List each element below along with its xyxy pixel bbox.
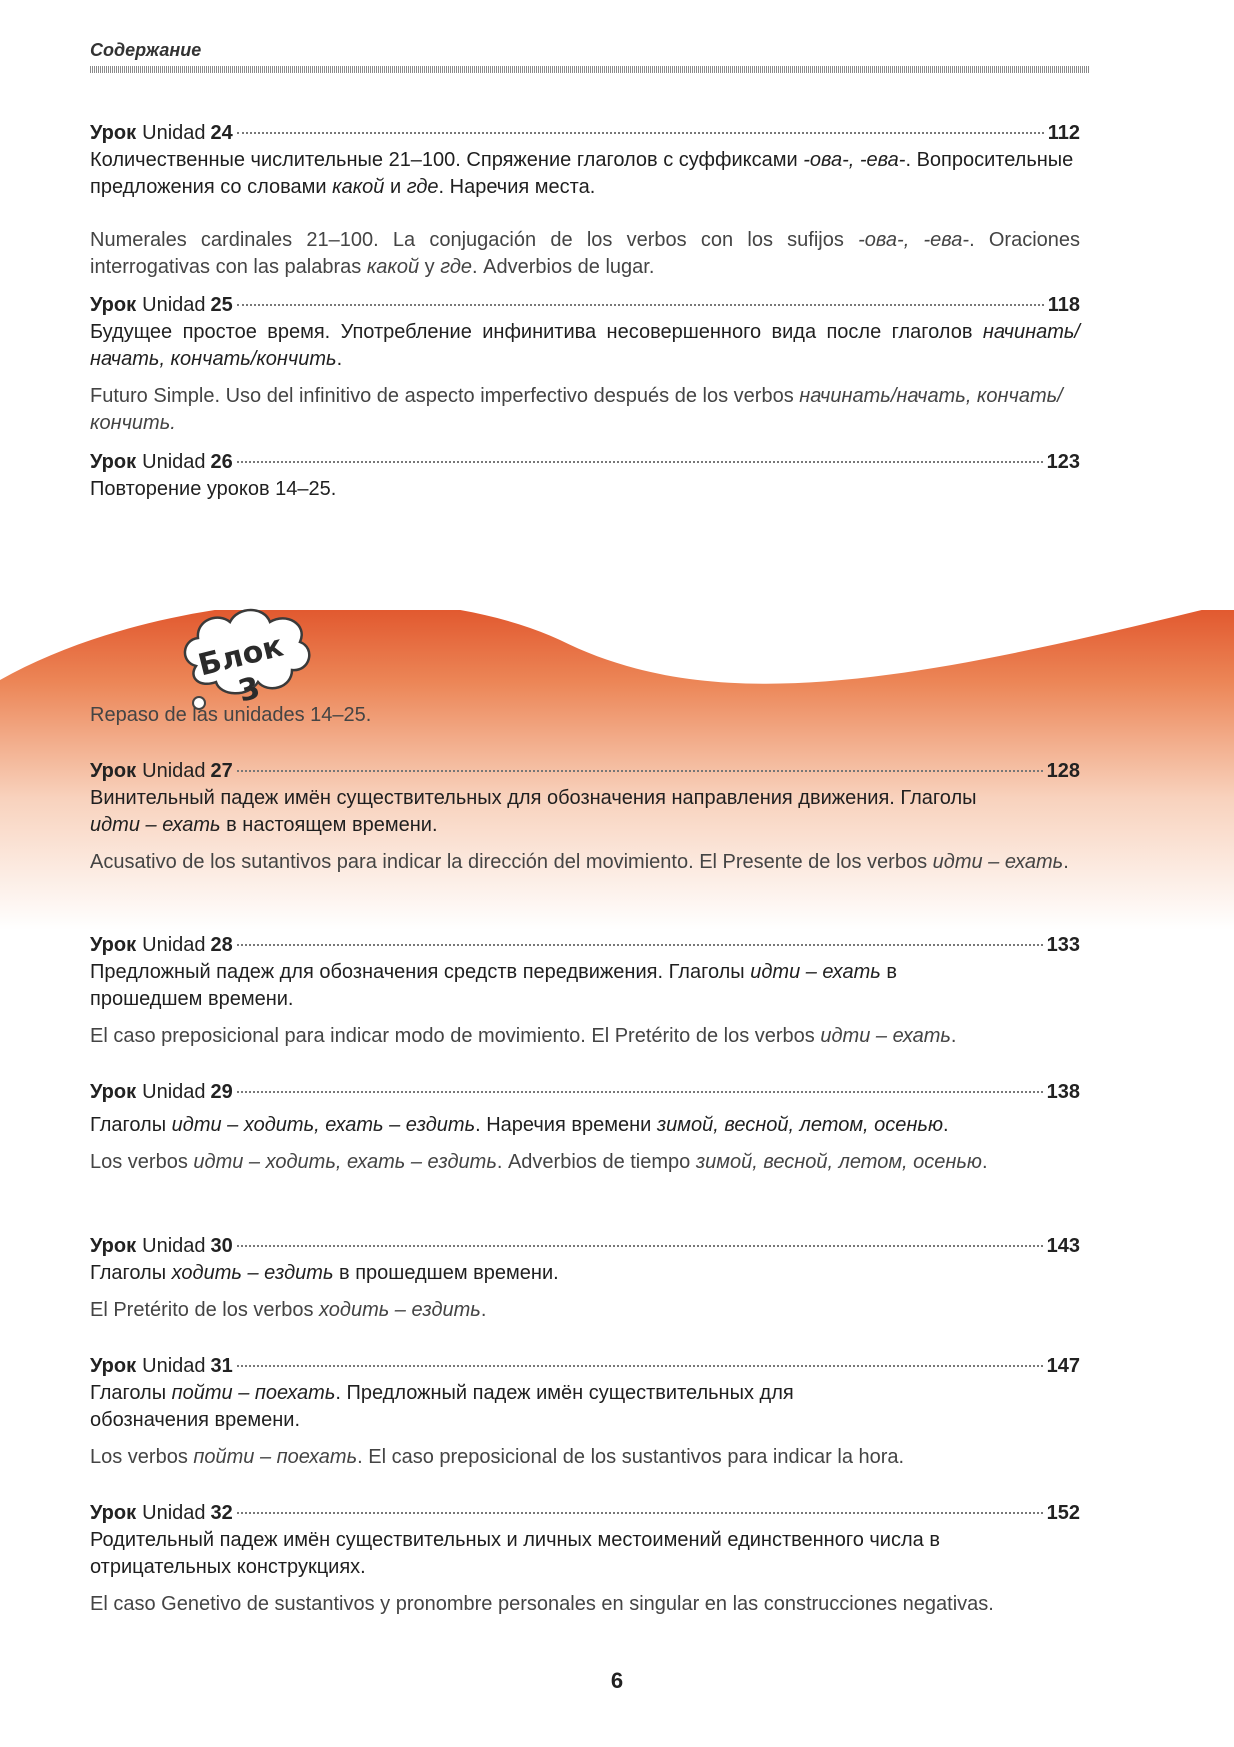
- lesson-entry-29: [90, 1079, 1080, 1176]
- lesson-urok-label: Урок: [90, 1235, 137, 1257]
- lesson-description-es: Los verbos пойти – поехать. El caso preposicional de los sustantivos para indicar la hora.: [90, 1446, 905, 1468]
- dot-leader: [237, 770, 1043, 772]
- lesson-description-ru: Глаголы пойти – поехать. Предложный падеж имён существительных для обозначения времени.: [90, 1382, 794, 1431]
- lesson-description-es: Futuro Simple. Uso del infinitivo de aspecto imperfectivo después de los verbos начинать/начать, кончать/кончить.: [90, 385, 1063, 434]
- lesson-page: 152: [1046, 1502, 1080, 1524]
- lesson-number: 30: [210, 1235, 233, 1257]
- lesson-unidad-label: Unidad: [142, 1235, 206, 1257]
- lesson-number: 31: [210, 1355, 233, 1377]
- dot-leader: [237, 1512, 1043, 1514]
- lesson-urok-label: Урок: [90, 1081, 137, 1103]
- lesson-page: 147: [1046, 1355, 1080, 1377]
- dot-leader: [237, 1245, 1043, 1247]
- dot-leader: [237, 944, 1043, 946]
- lesson-title-line[interactable]: [90, 932, 1080, 959]
- lesson-title-line[interactable]: [90, 1353, 1080, 1380]
- lesson-entry-31: [90, 1353, 1080, 1471]
- lesson-number: 24: [210, 122, 233, 144]
- lesson-number: 28: [210, 934, 233, 956]
- lesson-description-ru: Винительный падеж имён существительных для обозначения направления движения. Глаголы идти – ехать в настоящем времени.: [90, 787, 977, 836]
- lesson-urok-label: Урок: [90, 1502, 137, 1524]
- lesson-title-line[interactable]: [90, 758, 1080, 785]
- lesson-description-ru: Предложный падеж для обозначения средств передвижения. Глаголы идти – ехать в прошедшем времени.: [90, 961, 897, 1010]
- lesson-title-line[interactable]: [90, 1233, 1080, 1260]
- lesson-urok-label: Урок: [90, 934, 137, 956]
- dot-leader: [237, 132, 1044, 134]
- lesson-title-line[interactable]: [90, 292, 1080, 319]
- lesson-description-es: Acusativo de los sutantivos para indicar la dirección del movimiento. El Presente de los verbos идти – ехать.: [90, 851, 1069, 873]
- lesson-entry-25: [90, 292, 1080, 437]
- lesson-unidad-label: Unidad: [142, 294, 206, 316]
- lesson-urok-label: Урок: [90, 122, 137, 144]
- header-divider: [90, 66, 1090, 73]
- lesson-unidad-label: Unidad: [142, 1355, 206, 1377]
- lesson-entry-32: [90, 1500, 1080, 1618]
- lesson-unidad-label: Unidad: [142, 122, 206, 144]
- lesson-page: 112: [1047, 122, 1080, 144]
- lesson-page: 133: [1046, 934, 1080, 956]
- lesson-number: 29: [210, 1081, 233, 1103]
- lesson-description-es: El caso preposicional para indicar modo de movimiento. El Pretérito de los verbos идти – ехать.: [90, 1025, 957, 1047]
- lesson-urok-label: Урок: [90, 1355, 137, 1377]
- lesson-unidad-label: Unidad: [142, 451, 206, 473]
- lesson-description-ru: Будущее простое время. Употребление инфинитива несовершенного вида после глаголов начинать/начать, кончать/кончить.: [90, 321, 1080, 370]
- lesson-title-line[interactable]: [90, 449, 1080, 476]
- lesson-page: 123: [1046, 451, 1080, 473]
- lesson-title-line[interactable]: [90, 1500, 1080, 1527]
- lesson-page: 138: [1046, 1081, 1080, 1103]
- lesson-description-ru: Повторение уроков 14–25.: [90, 478, 337, 500]
- page-number: 6: [610, 1668, 624, 1693]
- lesson-description-ru: Глаголы ходить – ездить в прошедшем времени.: [90, 1262, 559, 1284]
- dot-leader: [237, 304, 1044, 306]
- lesson-number: 32: [210, 1502, 233, 1524]
- lesson-description-es: El Pretérito de los verbos ходить – ездить.: [90, 1299, 487, 1321]
- lesson-urok-label: Урок: [90, 760, 137, 782]
- lesson-description-es: Los verbos идти – ходить, ехать – ездить. Adverbios de tiempo зимой, весной, летом, осенью.: [90, 1151, 988, 1173]
- lesson-entry-27: [90, 758, 1080, 876]
- lesson-description-ru: Количественные числительные 21–100. Спряжение глаголов с суффиксами -ова-, -ева-. Вопросительные предложения со словами какой и где. Наречия места.: [90, 149, 1074, 198]
- lesson-page: 118: [1047, 294, 1080, 316]
- lesson-description-es: El caso Genetivo de sustantivos y pronombre personales en singular en las construcciones negativas.: [90, 1593, 994, 1615]
- lesson-number: 26: [210, 451, 233, 473]
- block-review-es: Repaso de las unidades 14–25.: [90, 704, 372, 726]
- dot-leader: [237, 1365, 1043, 1367]
- lesson-unidad-label: Unidad: [142, 934, 206, 956]
- lesson-entry-28: [90, 932, 1080, 1050]
- lesson-entry-26: [90, 449, 1080, 503]
- lesson-unidad-label: Unidad: [142, 1502, 206, 1524]
- lesson-urok-label: Урок: [90, 451, 137, 473]
- lesson-number: 27: [210, 760, 233, 782]
- lesson-description-ru: Родительный падеж имён существительных и личных местоимений единственного числа в отрицательных конструкциях.: [90, 1529, 940, 1578]
- lesson-unidad-label: Unidad: [142, 1081, 206, 1103]
- lesson-entry-30: [90, 1233, 1080, 1324]
- lesson-title-line[interactable]: [90, 120, 1080, 147]
- section-title: Содержание: [90, 40, 202, 60]
- lesson-description-es: Numerales cardinales 21–100. La conjugación de los verbos con los sufijos -ова-, -ева-. Oraciones interrogativas con las palabras какой y где. Adverbios de lugar.: [90, 229, 1081, 278]
- dot-leader: [237, 1091, 1043, 1093]
- lesson-number: 25: [210, 294, 233, 316]
- lesson-urok-label: Урок: [90, 294, 137, 316]
- lesson-page: 128: [1046, 760, 1080, 782]
- lesson-title-line[interactable]: [90, 1079, 1080, 1106]
- lesson-unidad-label: Unidad: [142, 760, 206, 782]
- lesson-description-ru: Глаголы идти – ходить, ехать – ездить. Наречия времени зимой, весной, летом, осенью.: [90, 1114, 949, 1136]
- block-label: Блок 3: [194, 628, 287, 710]
- lesson-entry-24: [90, 120, 1080, 281]
- lesson-page: 143: [1046, 1235, 1080, 1257]
- dot-leader: [237, 461, 1043, 463]
